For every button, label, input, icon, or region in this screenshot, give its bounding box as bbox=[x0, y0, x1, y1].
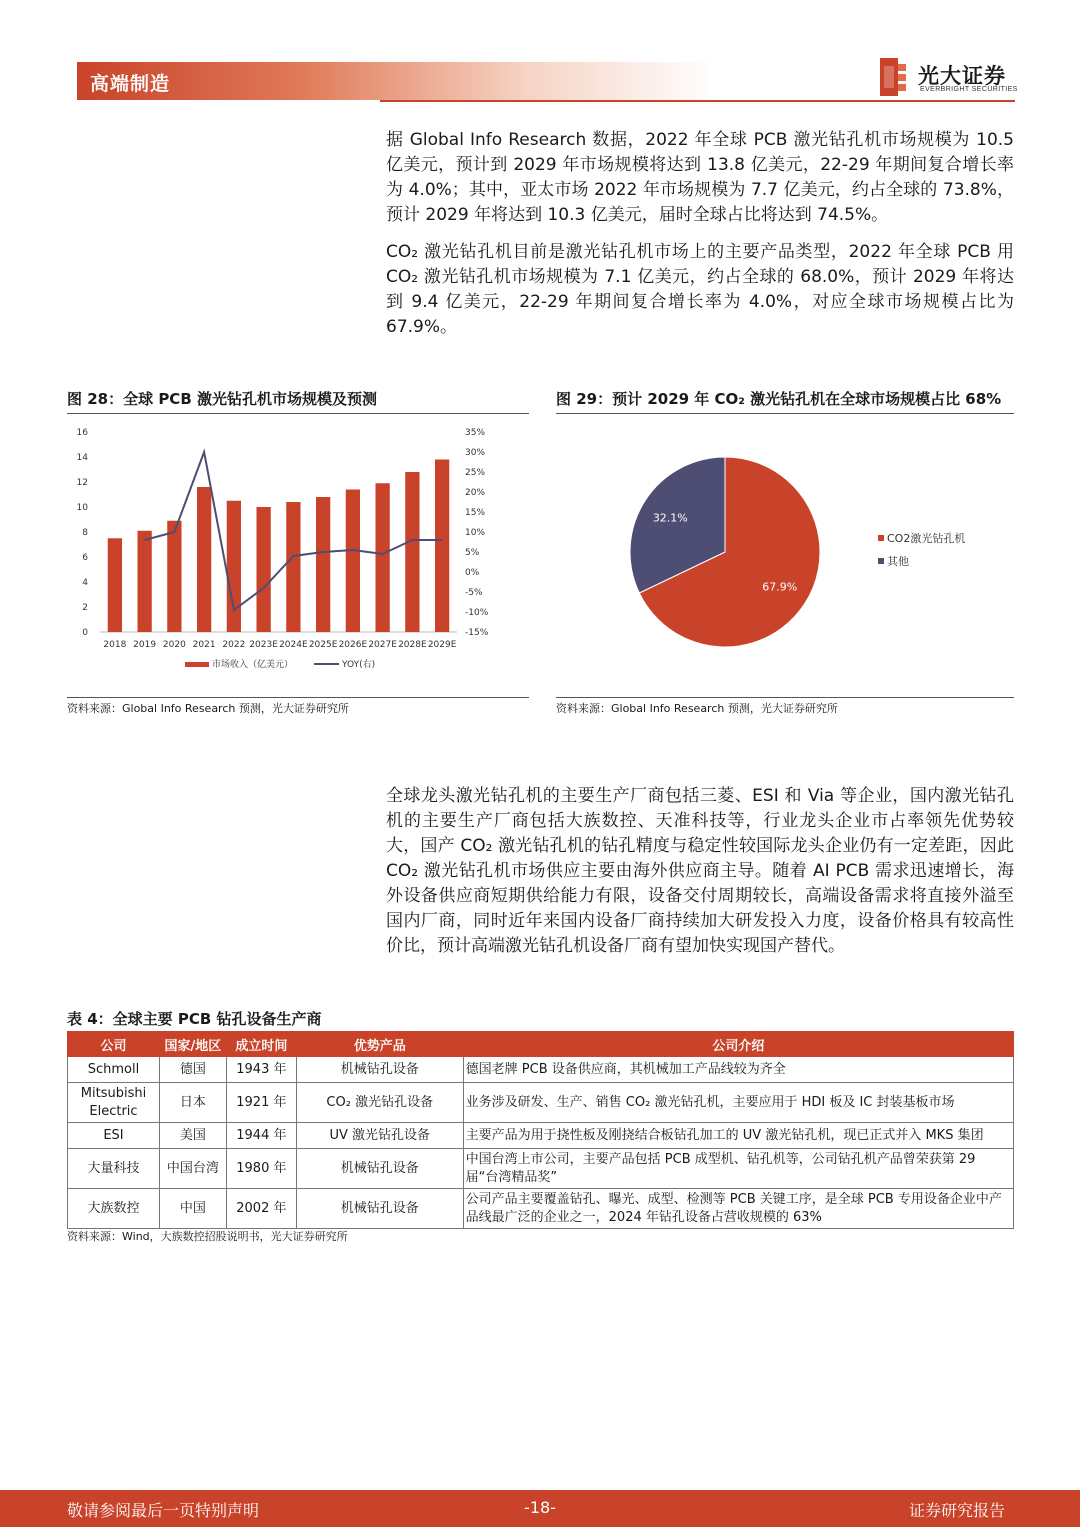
x-tick-label: 2024E bbox=[279, 640, 308, 650]
fig28-title: 图 28：全球 PCB 激光钻孔机市场规模及预测 bbox=[67, 390, 377, 408]
y-right-tick-label: 30% bbox=[465, 448, 486, 458]
fig28-bottom-rule bbox=[67, 697, 529, 698]
bar-market-revenue bbox=[346, 490, 360, 633]
x-tick-label: 2022 bbox=[222, 640, 246, 650]
cell-founded: 1944 年 bbox=[226, 1123, 296, 1149]
x-tick-label: 2025E bbox=[308, 640, 338, 650]
col-header-intro: 公司介绍 bbox=[463, 1032, 1013, 1057]
manufacturers-table bbox=[67, 1031, 1014, 1229]
cell-company: 大族数控 bbox=[68, 1189, 160, 1229]
bar-market-revenue bbox=[227, 501, 241, 632]
y-left-tick-label: 2 bbox=[82, 603, 88, 613]
col-header-product: 优势产品 bbox=[296, 1032, 463, 1057]
x-tick-label: 2028E bbox=[398, 640, 427, 650]
fig28-source: 资料来源：Global Info Research 预测，光大证券研究所 bbox=[67, 702, 349, 715]
y-left-tick-label: 10 bbox=[76, 503, 88, 513]
cell-company: 大量科技 bbox=[68, 1149, 160, 1189]
y-right-tick-label: 25% bbox=[465, 468, 486, 478]
cell-product: 机械钻孔设备 bbox=[296, 1189, 463, 1229]
cell-intro: 业务涉及研发、生产、销售 CO₂ 激光钻孔机，主要应用于 HDI 板及 IC 封装基板市场 bbox=[463, 1083, 1013, 1123]
table-row bbox=[68, 1123, 1014, 1149]
page-number: -18- bbox=[524, 1498, 556, 1517]
legend-swatch-revenue bbox=[185, 662, 209, 667]
header-band bbox=[77, 62, 717, 100]
footer-bar bbox=[0, 1490, 1080, 1527]
table-header-row bbox=[68, 1032, 1014, 1057]
cell-region: 中国 bbox=[159, 1189, 226, 1229]
pie-legend-label: CO2激光钻孔机 bbox=[887, 532, 966, 545]
pie-data-label: 32.1% bbox=[652, 511, 688, 525]
table-title: 表 4：全球主要 PCB 钻孔设备生产商 bbox=[67, 1010, 322, 1028]
legend-label-revenue: 市场收入（亿美元） bbox=[212, 660, 294, 670]
x-tick-label: 2020 bbox=[162, 640, 186, 650]
fig28-top-rule bbox=[67, 413, 529, 414]
col-header-company: 公司 bbox=[68, 1032, 160, 1057]
x-tick-label: 2023E bbox=[249, 640, 278, 650]
y-right-tick-label: -10% bbox=[465, 608, 489, 618]
y-right-tick-label: 15% bbox=[465, 508, 486, 518]
y-left-tick-label: 14 bbox=[76, 453, 88, 463]
col-header-founded: 成立时间 bbox=[226, 1032, 296, 1057]
col-header-region: 国家/地区 bbox=[159, 1032, 226, 1057]
cell-company: ESI bbox=[68, 1123, 160, 1149]
y-left-tick-label: 6 bbox=[82, 553, 88, 563]
pie-legend-swatch bbox=[878, 558, 884, 564]
cell-product: UV 激光钻孔设备 bbox=[296, 1123, 463, 1149]
y-right-tick-label: -15% bbox=[465, 628, 489, 638]
cell-founded: 2002 年 bbox=[226, 1189, 296, 1229]
paragraph-market-size: 据 Global Info Research 数据，2022 年全球 PCB 激光钻孔机市场规模为 10.5 亿美元，预计到 2029 年市场规模将达到 13.8 亿美元，22-29 年期间复合增长率为 4.0%；其中，亚太市场 2022 年市场规模为 7.7 亿美元，约占全球的 73.8%，预计 2029 年将达到 10.3 亿美元，届时全球占比将达到 74.5%。 bbox=[386, 130, 1014, 225]
logo-chinese: 光大证券 bbox=[918, 64, 1006, 88]
y-left-tick-label: 16 bbox=[76, 428, 88, 438]
y-left-tick-label: 8 bbox=[82, 528, 88, 538]
x-tick-label: 2027E bbox=[368, 640, 397, 650]
fig29-title: 图 29：预计 2029 年 CO₂ 激光钻孔机在全球市场规模占比 68% bbox=[556, 390, 1002, 408]
bar-market-revenue bbox=[167, 521, 181, 632]
bar-market-revenue bbox=[137, 531, 151, 632]
bar-market-revenue bbox=[375, 483, 389, 632]
cell-intro: 公司产品主要覆盖钻孔、曝光、成型、检测等 PCB 关键工序，是全球 PCB 专用设备企业中产品线最广泛的企业之一，2024 年钻孔设备占营收规模的 63% bbox=[463, 1189, 1013, 1229]
footer-disclaimer: 敬请参阅最后一页特别声明 bbox=[67, 1501, 260, 1520]
bar-market-revenue bbox=[435, 460, 449, 633]
y-right-tick-label: 5% bbox=[465, 548, 480, 558]
y-right-tick-label: 20% bbox=[465, 488, 486, 498]
bar-market-revenue bbox=[256, 507, 270, 632]
cell-intro: 主要产品为用于挠性板及刚挠结合板钻孔加工的 UV 激光钻孔机，现已正式并入 MKS 集团 bbox=[463, 1123, 1013, 1149]
table-row bbox=[68, 1083, 1014, 1123]
y-left-tick-label: 0 bbox=[82, 628, 88, 638]
pie-legend-swatch bbox=[878, 535, 884, 541]
fig29-top-rule bbox=[556, 413, 1014, 414]
table-row bbox=[68, 1149, 1014, 1189]
cell-founded: 1943 年 bbox=[226, 1057, 296, 1083]
pie-data-label: 67.9% bbox=[762, 580, 798, 594]
cell-intro: 中国台湾上市公司，主要产品包括 PCB 成型机、钻孔机等，公司钻孔机产品曾荣获第 29 届“台湾精品奖” bbox=[463, 1149, 1013, 1189]
x-tick-label: 2018 bbox=[103, 640, 127, 650]
fig28-combo-chart bbox=[67, 420, 529, 690]
cell-founded: 1980 年 bbox=[226, 1149, 296, 1189]
y-right-tick-label: -5% bbox=[465, 588, 483, 598]
logo-english: EVERBRIGHT SECURITIES bbox=[920, 86, 1018, 93]
cell-product: 机械钻孔设备 bbox=[296, 1149, 463, 1189]
y-right-tick-label: 35% bbox=[465, 428, 486, 438]
cell-company: Schmoll bbox=[68, 1057, 160, 1083]
table-row bbox=[68, 1189, 1014, 1229]
footer-report-type: 证券研究报告 bbox=[908, 1501, 1005, 1520]
cell-region: 日本 bbox=[159, 1083, 226, 1123]
cell-intro: 德国老牌 PCB 设备供应商，其机械加工产品线较为齐全 bbox=[463, 1057, 1013, 1083]
cell-founded: 1921 年 bbox=[226, 1083, 296, 1123]
y-left-tick-label: 4 bbox=[82, 578, 88, 588]
cell-region: 德国 bbox=[159, 1057, 226, 1083]
table-source: 资料来源：Wind，大族数控招股说明书，光大证券研究所 bbox=[67, 1230, 348, 1243]
section-title: 高端制造 bbox=[90, 73, 171, 95]
cell-company: Mitsubishi Electric bbox=[68, 1083, 160, 1123]
bar-market-revenue bbox=[108, 538, 122, 632]
legend-label-yoy: YOY(右) bbox=[342, 660, 376, 670]
bar-market-revenue bbox=[316, 497, 330, 632]
fig29-source: 资料来源：Global Info Research 预测，光大证券研究所 bbox=[556, 702, 838, 715]
y-left-tick-label: 12 bbox=[76, 478, 88, 488]
x-tick-label: 2021 bbox=[192, 640, 216, 650]
everbright-logo-icon bbox=[878, 58, 908, 96]
fig29-pie-chart bbox=[556, 420, 1014, 690]
x-tick-label: 2029E bbox=[427, 640, 457, 650]
y-right-tick-label: 0% bbox=[465, 568, 480, 578]
y-right-tick-label: 10% bbox=[465, 528, 486, 538]
paragraph-co2-share: CO₂ 激光钻孔机目前是激光钻孔机市场上的主要产品类型，2022 年全球 PCB 用 CO₂ 激光钻孔机市场规模为 7.1 亿美元，约占全球的 68.0%，预计 2029 年将达到 9.4 亿美元，22-29 年期间复合增长率为 4.0%，对应全球市场规模占比为 67.9%。 bbox=[386, 242, 1014, 337]
paragraph-competition: 全球龙头激光钻孔机的主要生产厂商包括三菱、ESI 和 Via 等企业，国内激光钻孔机的主要生产厂商包括大族数控、天准科技等，行业龙头企业市占率领先优势较大，国产 CO₂ 激光钻孔机的钻孔精度与稳定性较国际龙头企业仍有一定差距，因此 CO₂ 激光钻孔机市场供应主要由海外供应商主导。随着 AI PCB 需求迅速增长，海外设备供应商短期供给能力有限，设备交付周期较长，高端设备需求将直接外溢至国内厂商，同时近年来国内设备厂商持续加大研发投入力度，设备价格具有较高性价比，预计高端激光钻孔机设备厂商有望加快实现国产替代。 bbox=[386, 786, 1014, 956]
cell-product: 机械钻孔设备 bbox=[296, 1057, 463, 1083]
cell-product: CO₂ 激光钻孔设备 bbox=[296, 1083, 463, 1123]
cell-region: 美国 bbox=[159, 1123, 226, 1149]
pie-legend-label: 其他 bbox=[887, 555, 909, 568]
table-row bbox=[68, 1057, 1014, 1083]
x-tick-label: 2019 bbox=[133, 640, 157, 650]
header-rule bbox=[380, 100, 1015, 102]
x-tick-label: 2026E bbox=[338, 640, 368, 650]
cell-region: 中国台湾 bbox=[159, 1149, 226, 1189]
bar-market-revenue bbox=[197, 487, 211, 632]
bar-market-revenue bbox=[405, 472, 419, 632]
fig29-bottom-rule bbox=[556, 697, 1014, 698]
bar-market-revenue bbox=[286, 502, 300, 632]
